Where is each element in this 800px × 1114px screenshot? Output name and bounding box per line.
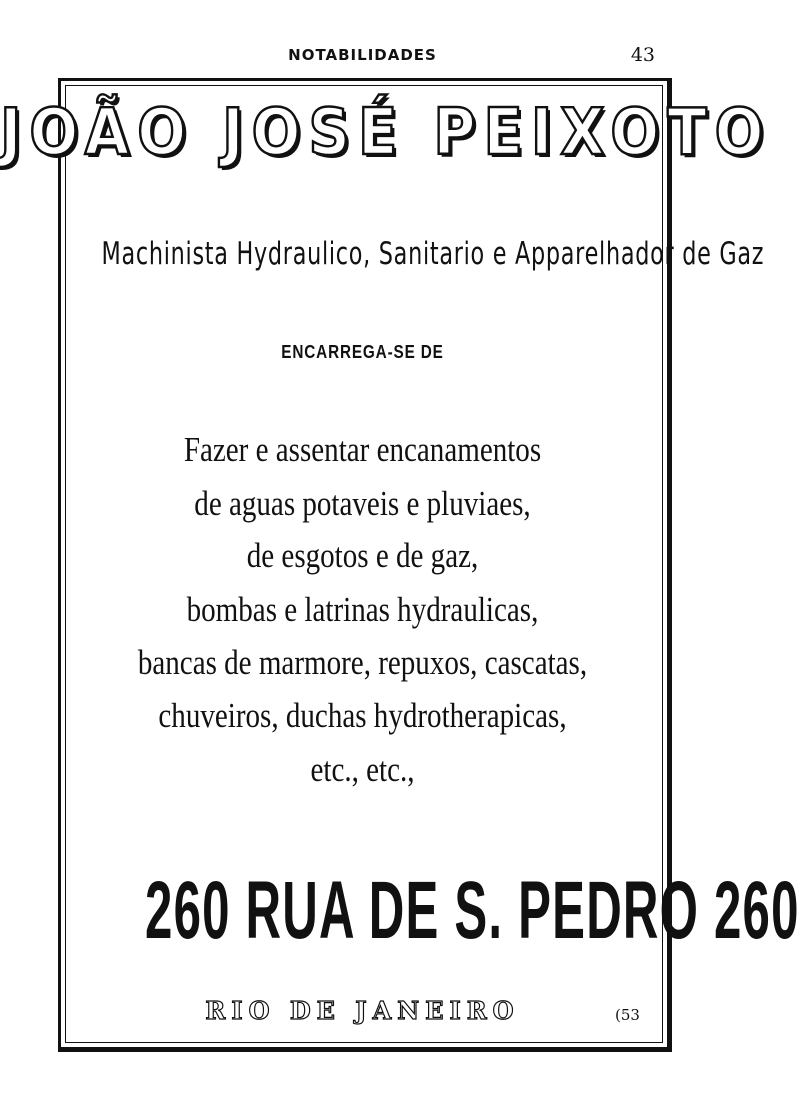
running-head: [0, 44, 725, 68]
service-line: etc., etc.,: [310, 750, 415, 789]
service-line: de esgotos e de gaz,: [246, 536, 479, 575]
plate-reference: (53: [615, 1006, 640, 1024]
advertiser-name: JOÃO JOSÉ PEIXOTO: [0, 96, 772, 170]
service-line: chuveiros, duchas hydrotherapicas,: [158, 696, 567, 735]
service-line: bancas de marmore, repuxos, cascatas,: [137, 643, 588, 682]
profession-line: Machinista Hydraulico, Sanitario e Apparelhador de Gaz: [101, 236, 765, 272]
page-number: 43: [630, 44, 655, 66]
service-line: Fazer e assentar encanamentos: [183, 430, 542, 469]
service-line: de aguas potaveis e pluviaes,: [194, 484, 531, 523]
service-line: bombas e latrinas hydraulicas,: [186, 590, 539, 629]
running-title: NOTABILIDADES: [288, 46, 437, 64]
services-heading: ENCARREGA-SE DE: [281, 342, 444, 362]
city-name: RIO DE JANEIRO: [205, 996, 520, 1025]
street-address: 260 RUA DE S. PEDRO 260: [144, 865, 800, 956]
